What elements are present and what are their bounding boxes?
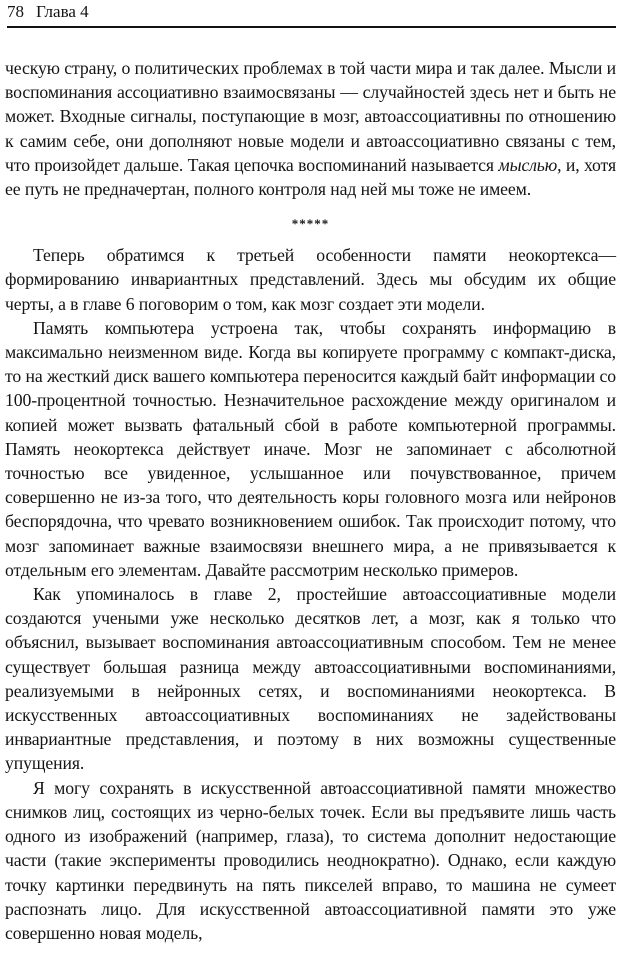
page-body	[5, 56, 616, 945]
paragraph: Я могу сохранять в искусственной автоассоциативной памяти множество снимков лиц, состоящих из черно-белых точек. Если вы предъявите лишь часть одного из изображений (например, глаза), то система дополнит недостающие части (такие эксперименты проводились неоднократно). Однако, если каждую точку картинки передвинуть на пять пикселей вправо, то машина не сумеет распознать лицо. Для искусственной автоассоциативной памяти это уже совершенно новая модель,	[5, 777, 616, 943]
running-header	[7, 2, 616, 28]
page-number: 78	[7, 2, 24, 21]
paragraph: Теперь обратимся к третьей особенности памяти неокортекса— формированию инвариантных представлений. Здесь мы обсудим их общие черты, а в главе 6 поговорим о том, как мозг создает эти модели.	[5, 245, 616, 314]
section-separator: *****	[291, 216, 330, 232]
paragraph: Как упоминалось в главе 2, простейшие автоассоциативные модели создаются учеными уже несколько десятков лет, а мозг, как я только что объяснил, вызывает воспоминания автоассоциативным способом. Тем не менее существует большая разница между автоассоциативными воспоминаниями, реализуемыми в нейронных сетях, и воспоминаниями неокортекса. В искусственных автоассоциативных воспоминаниях не задействованы инвариантные представления, и поэтому в них возможны существенные упущения.	[5, 584, 616, 774]
paragraph: Память компьютера устроена так, чтобы сохранять информацию в максимально неизменном виде. Когда вы копируете программу с компакт-диска, то на жесткий диск вашего компьютера переносится каждый байт информации со 100-процентной точностью. Незначительное расхождение между оригиналом и копией может вызвать фатальный сбой в работе компьютерной программы. Память неокортекса действует иначе. Мозг не запоминает с абсолютной точностью все увиденное, услышанное или почувствованное, причем совершенно не из-за того, что деятельность коры головного мозга или нейронов беспорядочна, что чревато возникновением ошибок. Так происходит потому, что мозг запоминает важные взаимосвязи внешнего мира, а не привязывается к отдельным его элементам. Давайте рассмотрим несколько примеров.	[5, 317, 616, 580]
chapter-title: Глава 4	[36, 2, 89, 21]
paragraph-continuation: ческую страну, о политических проблемах в той части мира и так далее. Мысли и воспоминания ассоциативно взаимосвязаны — случайностей здесь нет и быть не может. Входные сигналы, поступающие в мозг, автоассоциативны по отношению к самим себе, они дополняют новые модели и автоассоциативно связаны с тем, что произойдет дальше. Такая цепочка воспоминаний называется мыслью, и, хотя ее путь не предначертан, полного контроля над ней мы тоже не имеем.	[5, 58, 616, 200]
emphasized-term: мыслью	[498, 154, 558, 175]
